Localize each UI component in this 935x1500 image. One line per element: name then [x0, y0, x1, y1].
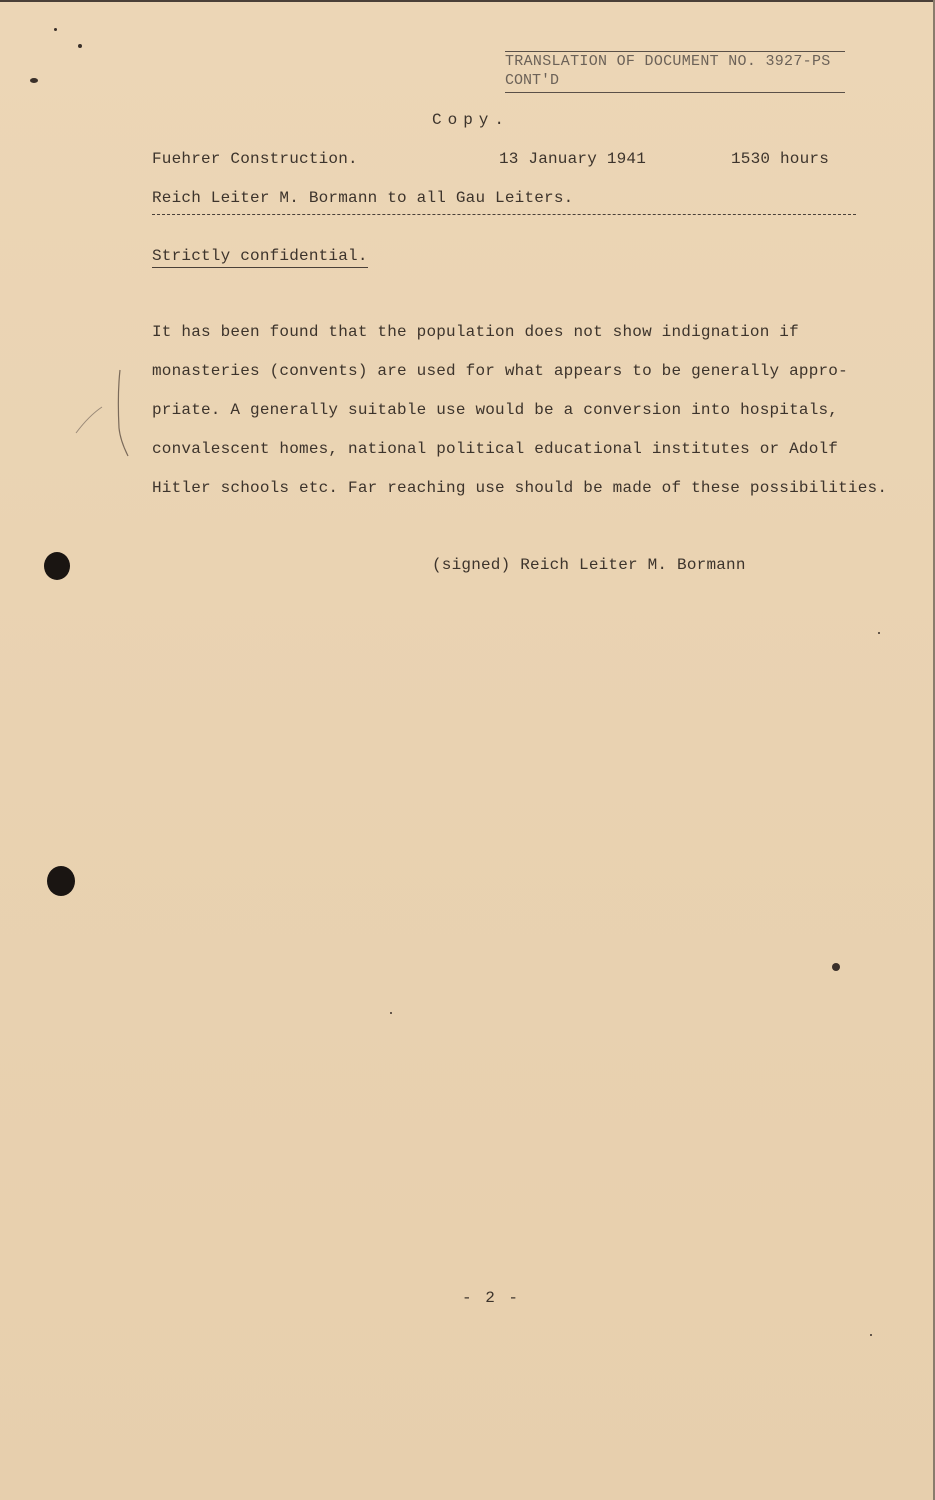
margin-pencil-mark-icon	[116, 368, 130, 458]
copy-title: Copy.	[432, 111, 511, 129]
document-date: 13 January 1941	[499, 150, 647, 168]
sender-location: Fuehrer Construction.	[152, 150, 358, 168]
body-line-1: It has been found that the population does not show indignation if	[152, 323, 799, 341]
signature-line: (signed) Reich Leiter M. Bormann	[432, 556, 746, 574]
body-paragraph	[152, 322, 887, 517]
margin-tick-mark-icon	[74, 405, 104, 435]
dashed-divider	[152, 214, 856, 215]
ink-speck	[78, 44, 82, 48]
header-line-1: TRANSLATION OF DOCUMENT NO. 3927-PS	[505, 51, 845, 71]
addressee-line: Reich Leiter M. Bormann to all Gau Leiters.	[152, 189, 574, 207]
ink-speck	[832, 963, 840, 971]
translation-header	[505, 51, 845, 93]
ink-speck	[870, 1334, 872, 1336]
header-line-2: CONT'D	[505, 71, 845, 93]
body-line-3: priate. A generally suitable use would be a conversion into hospitals,	[152, 401, 839, 419]
punch-hole-icon	[47, 866, 75, 896]
ink-speck	[30, 78, 38, 83]
ink-speck	[390, 1012, 392, 1014]
page-number: - 2 -	[462, 1289, 521, 1307]
punch-hole-icon	[44, 552, 70, 580]
ink-speck	[878, 632, 880, 634]
body-line-2: monasteries (convents) are used for what appears to be generally appro-	[152, 362, 848, 380]
document-time: 1530 hours	[731, 150, 830, 168]
body-line-5: Hitler schools etc. Far reaching use should be made of these possibilities.	[152, 479, 888, 497]
classification-label: Strictly confidential.	[152, 246, 368, 268]
ink-speck	[54, 28, 57, 31]
scan-top-edge	[0, 0, 935, 2]
body-line-4: convalescent homes, national political educational institutes or Adolf	[152, 440, 839, 458]
